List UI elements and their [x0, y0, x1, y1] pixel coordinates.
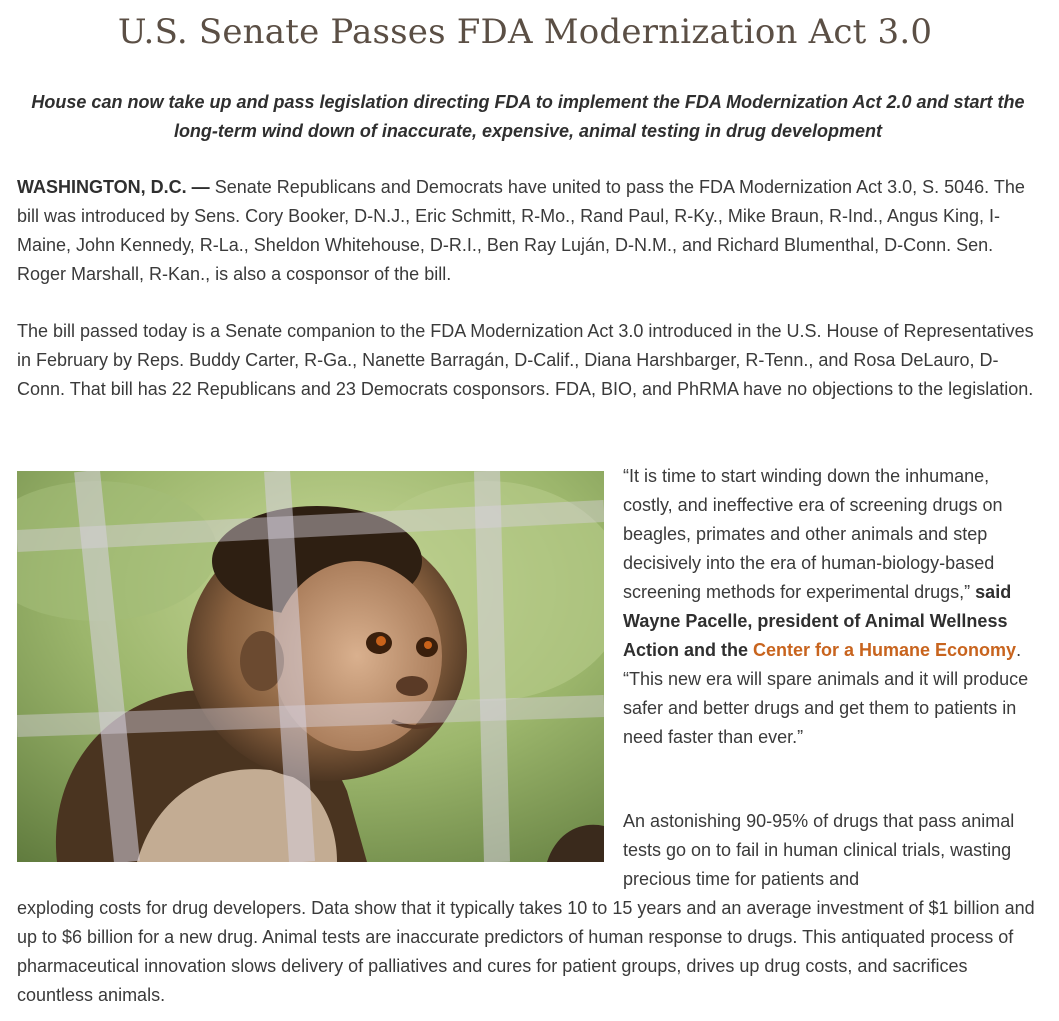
center-for-humane-economy-link[interactable]: Center for a Humane Economy — [753, 640, 1017, 660]
paragraph-intro-text: Senate Republicans and Democrats have united to pass the FDA Modernization Act 3.0, S. 5046. The bill was introduced by Sens. Cory Booker, D-N.J., Eric Schmitt, R-Mo., Rand Paul, R-Ky., Mike Braun, R-Ind., Angus King, I-Maine, John Kennedy, R-La., Sheldon Whitehouse, D-R.I., Ben Ray Luján, D-N.M., and Richard Blumenthal, D-Conn. Sen. Roger Marshall, R-Kan., is also a cosponsor of the bill. — [17, 177, 1025, 284]
paragraph-intro — [17, 173, 1042, 289]
quote-attribution: said Wayne Pacelle, president of Animal Wellness Action and the — [623, 582, 1012, 660]
pacelle-quote — [623, 462, 1043, 752]
quote-text-end: . “This new era will spare animals and it will produce safer and better drugs and get them to patients in need faster than ever.” — [623, 640, 1029, 747]
quote-text-start: “It is time to start winding down the inhumane, costly, and ineffective era of screening drugs on beagles, primates and other animals and step decisively into the era of human-biology-based screening methods for experimental drugs,” — [623, 466, 1003, 602]
paragraph-drug-failure-start: An astonishing 90-95% of drugs that pass animal tests go on to fail in human clinical trials, wasting precious time for patients and — [623, 811, 1015, 889]
paragraph-house-companion: The bill passed today is a Senate companion to the FDA Modernization Act 3.0 introduced in the U.S. House of Representatives in February by Reps. Buddy Carter, R-Ga., Nanette Barragán, D-Calif., Diana Harshbarger, R-Tenn., and Rosa DeLauro, D-Conn. That bill has 22 Republicans and 23 Democrats cosponsors. FDA, BIO, and PhRMA have no objections to the legislation. — [17, 321, 1034, 399]
dateline: WASHINGTON, D.C. — — [17, 177, 210, 197]
paragraph-drug-failure-continued: exploding costs for drug developers. Data show that it typically takes 10 to 15 years and an average investment of $1 billion and up to $6 billion for a new drug. Animal tests are inaccurate predictors of human response to drugs. This antiquated process of pharmaceutical innovation slows delivery of palliatives and cures for patient groups, drives up drug costs, and sacrifices countless animals. — [17, 898, 1035, 1005]
article-subhead: House can now take up and pass legislation directing FDA to implement the FDA Modernization Act 2.0 and start the long-term wind down of inaccurate, expensive, animal testing in drug development — [31, 92, 1025, 141]
capuchin-monkey-photo — [17, 471, 604, 862]
article-title: U.S. Senate Passes FDA Modernization Act 3.0 — [117, 12, 933, 52]
